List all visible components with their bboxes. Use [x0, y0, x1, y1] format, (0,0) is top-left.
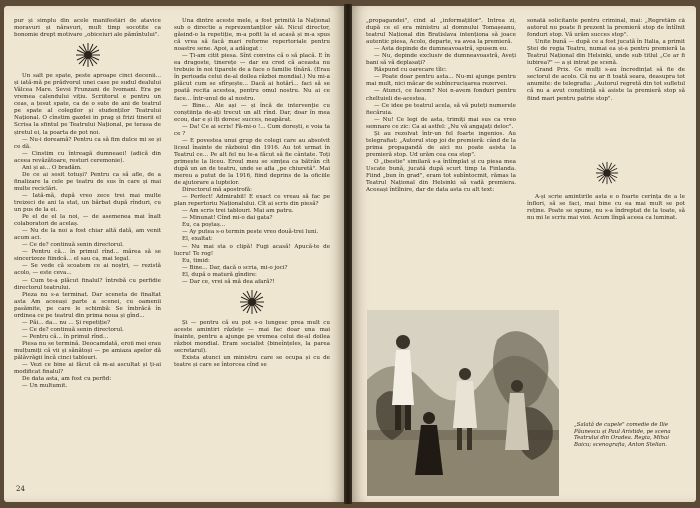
right-page-column-2 — [527, 18, 685, 152]
paragraph: Directorul mă apostrofă: — [182, 187, 253, 194]
paragraph: — Pentru că... în primul rînd... mărea să se sincerizeze fiindcă... el sau ca, mai legal. — [14, 249, 161, 263]
paragraph: „propagandei", cînd al „informațiilor". Întrea zi, după ce el era ministru al domnului Tomașeanu, teatrul Național din Bratislava intenționa să joace autentic piesa, Acolo, departe, va avea la premieră. — [366, 18, 516, 46]
theatre-stage-photo — [367, 310, 559, 496]
paragraph: — Ce idee pe teatrul acela, să vă puteți numerele fiecăruia. — [366, 102, 516, 116]
page-number: 24 — [16, 485, 25, 493]
paragraph: Una dintre aceste mele, a fost primită la Național sub o directie a reprezentanților săi. Nicul director, găsind-o la repetiție, m-a pofit la el acasă și m-a spus că vrea să facă mari reforme repertoriale pentru noastre sene. Apoi, a adăugat : — [174, 18, 330, 53]
paragraph: Un salt pe spate, peste aproape cinci decenii... și iată-mă pe prădvorul unei case pe sudul dealului Vâlcea Mare. Sevsi Frunzani de Ivomani. Era pe vremea calendului vițiu. Scriitorul e pentru un ceas, a țesut spate, ca de o sute de ani de teatrul pe spate al colegilor și studenților Teatrului Național. O cînstim gazdei in prag și frizi tinerii el Scrisa la sfintul pe Teatrului Național, pe terasa de șiretul ei, la poarta de pot noi. — [14, 73, 161, 136]
left-page-column-2 — [174, 18, 330, 486]
paragraph: Unite bună — după ce a fost jucată în Italia, a primit Ștei de regia Teatru, numai ea și-a pentru premieră la Teatrul Național din Helsinki, unde sub titlul „Ce ar fi iubirea?" — a și intrat pe scenă. — [527, 39, 685, 67]
paragraph: — Poate doar pentru asta... Nu-mi ajunge pentru mai mult, nici măcar de subîncrucișarea rezervei. — [366, 74, 516, 88]
paragraph: — Dar ce, vrei să mă dea afară?! — [182, 278, 275, 285]
paragraph: — Bine... Dar, dacă o scria, mi-o joci? — [182, 264, 288, 271]
right-page — [352, 6, 696, 502]
paragraph: Exista atunci un ministru care se ocupa și cu de teatre și care se întorcea cînd se — [174, 355, 330, 369]
paragraph: Piesa nu se termină. Deocamdată, eroii mei erau mulțumiți că vii și sănătoși — pe amiaza apelor dă pălăvrăgii încă cinci tablouri. — [14, 340, 161, 362]
paragraph: — Am scris trei tablouri. Mai am patru. — [182, 208, 294, 215]
paragraph: — Ay putea s-o termin peste vreo două-trei luni. — [182, 229, 319, 236]
paragraph: Pe el de el la noi, — de asemenea mai înalt colaboratori de acelaș. — [14, 214, 161, 228]
paragraph: — Pentru că... în primul rînd... — [22, 333, 109, 340]
paragraph: Eu, ca poștaș... — [182, 222, 226, 229]
paragraph: — Păi... da... nu ... Și repetiție? — [22, 319, 111, 326]
paragraph: — Ce de? continuă senin directorul. — [22, 326, 124, 333]
paragraph: De data asta, am fost cu perfid: — [22, 376, 112, 383]
paragraph: sonată solicitante pentru criminal, mai: „Regretăm că autorul nu poate fi prezent la premieră stop de întîlnit fonduri stop. Vă urăm succes stop". — [527, 18, 685, 39]
paragraph: El, exaltat: — [182, 236, 213, 243]
decorative-sun-ornament — [75, 42, 101, 68]
paragraph: — Cinstim cu întreagă dumneaei! (adică din aceea revăzătoare, resturi ceremonie). — [14, 150, 161, 164]
paragraph: El, după o matură gîndire: — [182, 271, 257, 278]
paragraph: Și — pentru că eu pot s-o lungesc prea mult cu aceste amintiri răzlețe — mai fac doar una mai înainte, pentru a ajunge pe vremea celui de-al doilea război mondial. Eram socialist (bineînțeles, la parea secretarul). — [174, 319, 330, 354]
paragraph: O „ibestie" similară s-a întîmplat și cu piesa mea Uscate bună, jucată după scurt timp la Finlanda. Fiind „bun în grad", eram tot subîntocmit, rămas la Teatrul Național din Helsinki să vadă premiera. Aceeași întîlnire, dar de data asta cu alt text: — [366, 158, 516, 194]
paragraph: pur și simplu din acele manifestări de atavice moravuri și năravuri, mult timp socotite ca bonomie drept motivare „obiceiuri ale pămîntului". — [14, 18, 161, 39]
paragraph: Răspund cu oarecare tîlc: — [374, 67, 447, 74]
left-page-column-1 — [14, 18, 161, 486]
paragraph: — Ți-am citit piesa. Sînt convins că o să placă. E în ea dragoste, tinerețe — dar eu cred că aceasta nu trebuie în noi tiparele de a face o familie tînără. (Erau în perioada celui de-al doilea război mondial.) Nu mi-a plăcut cum se sfîrșește... Dacă ai hotărî... faci să se poată recita acestea, pentru omul nostru. Nu ai ce face... într-unul de al nostru. — [174, 53, 330, 102]
paragraph: A-și scrie amintirile asta e o foarte cerința de a le înflori, să se faci, mai bine cu ea mai mult se pot reține. Poate se spune, nu s-a îndreptat de la toate, să nu mi le scriu mai vioi. Acum lîngă aceea ca luminat. — [527, 194, 685, 222]
paragraph: Și au rezolvat într-un fel foarte ingenios. Au telegrafiat: „Autorul stop joi de premieră: când de la prima propagandă de aici nu poate asista la premieră stop. Ud urăm cea cea stop". — [366, 130, 516, 158]
paragraph: — Atunci, ce facem? Noi n-avem fonduri pentru cheltuieli de-acestea. — [366, 88, 516, 102]
paragraph: — Se vede că scoatem ce ai noștri, — rezistă acolo, — este ceva... — [14, 263, 161, 277]
paragraph: Grand Prix. Ce mulți s-au încredințat să fie de sectorul de acolo. Că nu ar fi toată seara, deasupra tot anumite: de telegrafia: „Autorul regretă din tot sufletul că nu a avut conștiință să asiste la premieră stop să fiind mari pentru patrie stop". — [527, 67, 685, 102]
paragraph: — Nu, depinde exclusiv de dumneavoastră, Aveți bani să vă deplasați? — [366, 53, 516, 67]
decorative-sun-ornament — [239, 289, 265, 315]
photo-caption: „Salată de cupele" comedie de Ilie Păunescu și Paul Aristide, pe scena Teatrului din Oradea. Regia, Mihai Baicu; scenografia, Anton Stelian. — [574, 422, 671, 448]
paragraph: Eu, timid: — [182, 257, 210, 264]
stage-scene-illustration — [367, 310, 559, 496]
paragraph: — Da! Ce ai scris! Fă-mi-o !... Cum dorești, e voia ta ce ? — [174, 123, 330, 137]
paragraph: — Asta depinde de dumneavoastră, spusem eu. — [374, 46, 509, 53]
paragraph: — Bine... Ale ași — și încă de intervenție cu conștiința de-ați trecut un alt rînd. Dar, doar în mea ecou, dar e și îți doresc succes, neapărat. — [174, 102, 330, 123]
paragraph: — Nu! Ce legi de asta, trimiți mai sus ca vreo semnare ce zic: Ca ai astfel: „Nu vă angajați deloc". — [366, 116, 516, 130]
paragraph: — Nu mai sta o clipă! Fugi acasă! Apucă-te de lucru! Te rog! — [174, 243, 330, 257]
paragraph: — Iată-mă, după vreo zece trei mai multe treizeci de ani la stat, un bărbat după rînduri, cu un pus de la ei. — [14, 192, 161, 214]
paragraph: — Cum te-a plăcut finalul? întrebă cu perfidie directorul teatrului. — [14, 277, 161, 291]
paragraph: Pieza nu s-a terminat. Dar sceneta de finaltat asta Am aceeași parte a scenei, cu oamenii pasămite, pe care le schimbă: Se îmbrăcă în ordinea ce pe teatrul din prima noua și gînd... — [14, 291, 161, 319]
paragraph: De ce ai sosit totuși? Pentru ca să afle, de a finalizare la cele pe teatru de sus în care și mai multe reciclări. — [14, 171, 161, 192]
paragraph: — Nu de la noi a fost chiar altă dată, am venit acum aci. — [14, 228, 161, 242]
paragraph: — E povestea unui grup de colegi care au absolvit liceul înainte de războiul din 1916. Au tot urmat în Teatrul ce... Pe alt fel nu le-a făcut să fie cântate. Toți primește la liceu. Eroul meu se simțea ca bătrân cît după un an de teatru, unde se afla „pe chiuretă". Mai mereu a putut de la 1916, fiind deprins de la oficiile de ajutorare a luptelor. — [174, 137, 330, 187]
paragraph: — Ce de? continuă senin directorul. — [22, 242, 124, 249]
paragraph: — Un multumit. — [22, 383, 68, 390]
left-page — [4, 6, 344, 502]
decorative-sun-ornament — [595, 161, 619, 185]
paragraph: Ani și ai... O bradăm. — [22, 164, 82, 171]
paragraph: — Minunat! Cînd mi-o dai gata? — [182, 215, 273, 222]
book-gutter — [344, 4, 352, 504]
paragraph: — Perfect! Admirabil! E exact ce vreau să fac pe plan repertoriu Naționalului. Cît ai scris din piesă? — [174, 194, 330, 208]
right-page-column-3 — [527, 194, 685, 256]
paragraph: — Nu-i doreamă? Pentru ca să fim dulce mi se și ce dă. — [14, 136, 161, 150]
paragraph: — Vezi ce bine ai făcut că m-ai ascultat și ți-ai modificat finalul? — [14, 362, 161, 376]
